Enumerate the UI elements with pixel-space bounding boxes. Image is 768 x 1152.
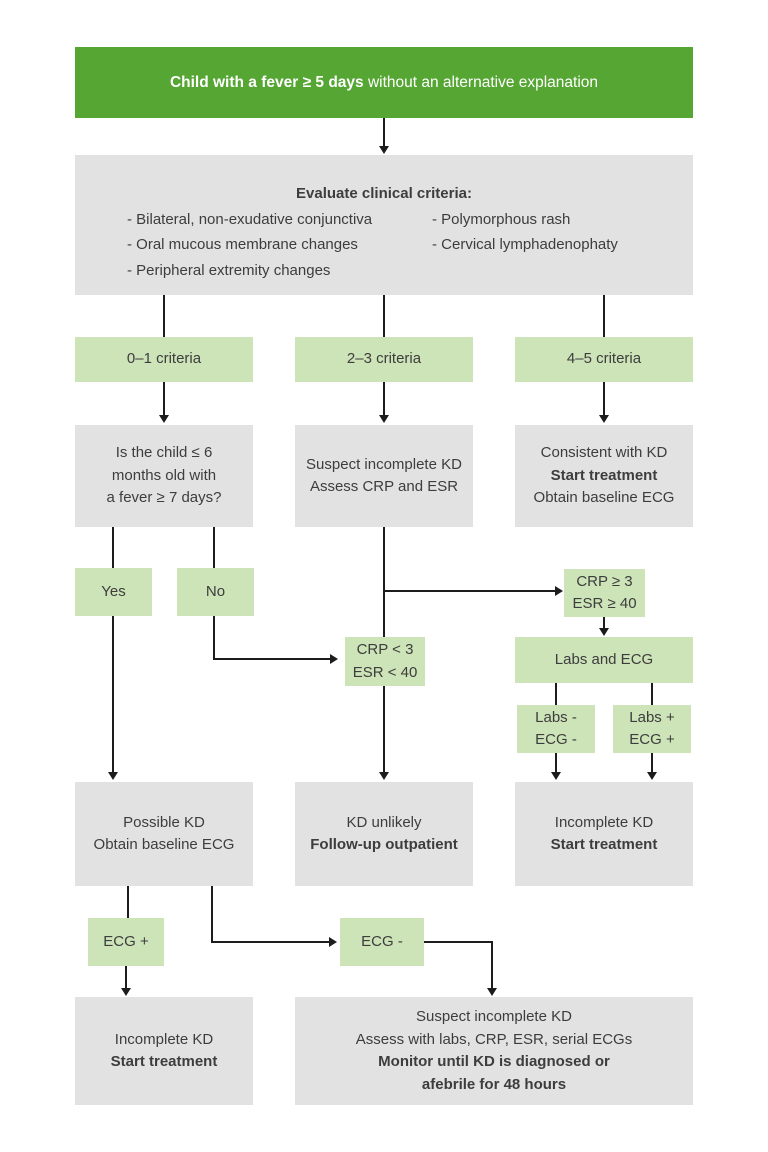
criteria-item: - Bilateral, non-exudative conjunctiva	[127, 210, 373, 228]
connector-ecgpos-incomplete	[125, 966, 127, 989]
node-incomplete-kd-right: Incomplete KD Start treatment	[515, 782, 693, 886]
connector-possible-ecgneg	[211, 941, 329, 943]
node-consistent-kd: Consistent with KD Start treatment Obtain baseline ECG	[515, 425, 693, 527]
branch-4-5-criteria: 4–5 criteria	[515, 337, 693, 382]
node-crp-esr-low: CRP < 3 ESR < 40	[345, 637, 425, 686]
connector-labspos-incomplete	[651, 753, 653, 773]
arrowhead-down	[121, 988, 131, 996]
node-monitor: Suspect incomplete KD Assess with labs, CRP, ESR, serial ECGs Monitor until KD is diagnosed or afebrile for 48 hours	[295, 997, 693, 1105]
criteria-item: - Cervical lymphadenophaty	[432, 236, 618, 254]
connector-ecgneg-down	[491, 941, 493, 989]
connector-possible-down	[211, 886, 213, 943]
start-banner	[75, 47, 693, 118]
node-labs-and-ecg: Labs and ECG	[515, 637, 693, 683]
arrowhead-down	[379, 772, 389, 780]
node-possible-kd: Possible KD Obtain baseline ECG	[75, 782, 253, 886]
node-labs-negative: Labs - ECG -	[517, 705, 595, 753]
node-ecg-positive: ECG +	[88, 918, 164, 966]
arrowhead-right	[555, 586, 563, 596]
node-labs-positive: Labs + ECG +	[613, 705, 691, 753]
node-incomplete-kd-left: Incomplete KD Start treatment	[75, 997, 253, 1105]
arrowhead-down	[379, 415, 389, 423]
connector-23-suspect	[383, 382, 385, 416]
connector-01-question	[163, 382, 165, 416]
arrowhead-right	[329, 937, 337, 947]
connector-yes-possible	[112, 616, 114, 773]
connector-suspect-crplow	[383, 527, 385, 637]
connector-no-down	[213, 616, 215, 660]
connector-crplow-unlikely	[383, 686, 385, 773]
connector-question-no	[213, 527, 215, 568]
arrowhead-down	[599, 415, 609, 423]
connector-labs-pos	[651, 683, 653, 705]
connector-question-yes	[112, 527, 114, 568]
arrowhead-down	[599, 628, 609, 636]
branch-2-3-criteria: 2–3 criteria	[295, 337, 473, 382]
node-suspect-incomplete-kd: Suspect incomplete KD Assess CRP and ESR	[295, 425, 473, 527]
criteria-item: - Polymorphous rash	[432, 210, 571, 228]
arrowhead-down	[551, 772, 561, 780]
branch-0-1-criteria: 0–1 criteria	[75, 337, 253, 382]
connector-criteria-01	[163, 295, 165, 337]
connector-no-right	[213, 658, 330, 660]
node-no: No	[177, 568, 254, 616]
connector-45-consistent	[603, 382, 605, 416]
connector-possible-ecgpos	[127, 886, 129, 918]
node-age-question: Is the child ≤ 6 months old with a fever ≥ 7 days?	[75, 425, 253, 527]
connector-branch-crphigh	[383, 590, 555, 592]
criteria-item: - Oral mucous membrane changes	[127, 236, 358, 254]
node-crp-esr-high: CRP ≥ 3 ESR ≥ 40	[564, 569, 645, 617]
criteria-columns	[75, 207, 693, 284]
connector-criteria-45	[603, 295, 605, 337]
criteria-column-right	[432, 207, 618, 284]
node-ecg-negative: ECG -	[340, 918, 424, 966]
criteria-title: Evaluate clinical criteria:	[296, 185, 472, 202]
arrowhead-down	[487, 988, 497, 996]
node-yes: Yes	[75, 568, 152, 616]
connector-labs-neg	[555, 683, 557, 705]
start-banner-text: Child with a fever ≥ 5 days without an alternative explanation	[169, 73, 599, 91]
arrowhead-down	[647, 772, 657, 780]
arrowhead-down	[379, 146, 389, 154]
criteria-column-left	[127, 207, 432, 284]
connector-criteria-23	[383, 295, 385, 337]
connector-ecgneg-right	[424, 941, 493, 943]
arrowhead-right	[330, 654, 338, 664]
criteria-box	[75, 155, 693, 295]
connector-labsneg-incomplete	[555, 753, 557, 773]
arrowhead-down	[108, 772, 118, 780]
connector-banner-criteria	[383, 118, 385, 148]
criteria-item: - Peripheral extremity changes	[127, 262, 331, 280]
arrowhead-down	[159, 415, 169, 423]
node-kd-unlikely: KD unlikely Follow-up outpatient	[295, 782, 473, 886]
